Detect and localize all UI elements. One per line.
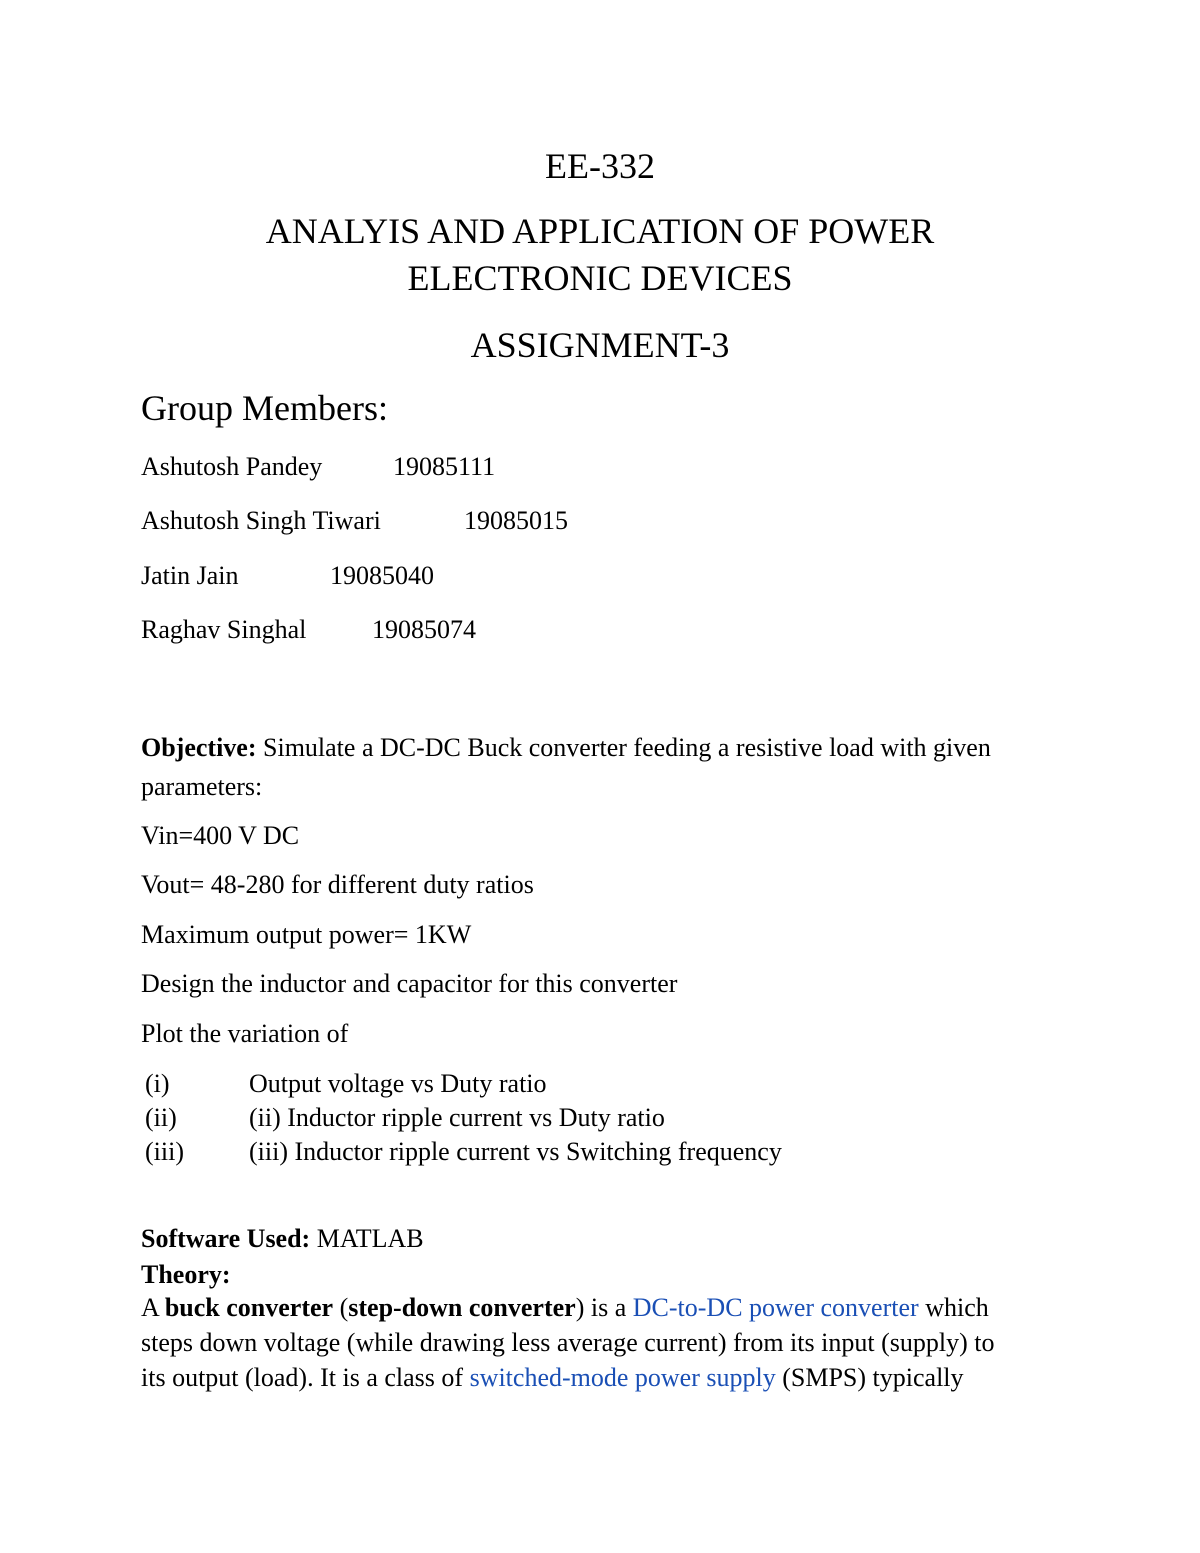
theory-text: ( bbox=[333, 1293, 349, 1322]
objective-line2: parameters: bbox=[141, 772, 263, 801]
member-name: Raghav Singhal bbox=[141, 615, 307, 644]
course-code: EE-332 bbox=[545, 146, 655, 186]
design-task: Design the inductor and capacitor for this converter bbox=[141, 969, 678, 998]
course-title-line1: ANALYIS AND APPLICATION OF POWER bbox=[265, 211, 935, 251]
dc-dc-converter-link[interactable]: DC-to-DC power converter bbox=[632, 1293, 919, 1322]
member-row bbox=[141, 615, 741, 647]
list-item bbox=[145, 1069, 945, 1101]
member-name: Ashutosh Pandey bbox=[141, 452, 323, 481]
theory-line3 bbox=[141, 1363, 964, 1393]
assignment-title: ASSIGNMENT-3 bbox=[470, 325, 730, 365]
member-roll: 19085074 bbox=[372, 615, 476, 644]
member-roll: 19085015 bbox=[464, 506, 568, 535]
param-pmax: Maximum output power= 1KW bbox=[141, 920, 472, 949]
list-number: (i) bbox=[145, 1069, 170, 1098]
theory-text: A bbox=[141, 1293, 165, 1322]
smps-link[interactable]: switched-mode power supply bbox=[469, 1363, 776, 1392]
theory-term-step-down: step-down converter bbox=[348, 1293, 576, 1322]
member-roll: 19085040 bbox=[330, 561, 434, 590]
member-name: Ashutosh Singh Tiwari bbox=[141, 506, 381, 535]
software-label: Software Used: bbox=[141, 1224, 311, 1253]
software-value: MATLAB bbox=[310, 1224, 424, 1253]
objective-text: Simulate a DC-DC Buck converter feeding a resistive load with given bbox=[256, 733, 991, 762]
objective-label: Objective: bbox=[141, 733, 257, 762]
list-item bbox=[145, 1103, 945, 1135]
software-line bbox=[141, 1224, 424, 1254]
param-vout: Vout= 48-280 for different duty ratios bbox=[141, 870, 534, 899]
objective-line1 bbox=[141, 733, 991, 763]
member-row bbox=[141, 561, 741, 593]
list-text: Output voltage vs Duty ratio bbox=[249, 1069, 547, 1098]
list-number: (ii) bbox=[145, 1103, 177, 1132]
theory-line1 bbox=[141, 1293, 989, 1323]
list-text: (ii) Inductor ripple current vs Duty ratio bbox=[249, 1103, 665, 1132]
member-roll: 19085111 bbox=[393, 452, 496, 481]
list-number: (iii) bbox=[145, 1137, 184, 1166]
theory-text: ) is a bbox=[575, 1293, 633, 1322]
group-members-heading: Group Members: bbox=[141, 388, 388, 428]
list-item bbox=[145, 1137, 945, 1169]
list-text: (iii) Inductor ripple current vs Switching frequency bbox=[249, 1137, 782, 1166]
param-vin: Vin=400 V DC bbox=[141, 821, 300, 850]
theory-heading: Theory: bbox=[141, 1260, 231, 1289]
theory-term-buck: buck converter bbox=[164, 1293, 334, 1322]
theory-line2: steps down voltage (while drawing less average current) from its input (supply) to bbox=[141, 1328, 995, 1357]
member-name: Jatin Jain bbox=[141, 561, 239, 590]
member-row bbox=[141, 452, 741, 484]
theory-text: which bbox=[918, 1293, 989, 1322]
member-row bbox=[141, 506, 741, 538]
theory-text: (SMPS) typically bbox=[775, 1363, 964, 1392]
plot-intro: Plot the variation of bbox=[141, 1019, 349, 1048]
theory-text: its output (load). It is a class of bbox=[141, 1363, 470, 1392]
course-title-line2: ELECTRONIC DEVICES bbox=[407, 258, 793, 298]
